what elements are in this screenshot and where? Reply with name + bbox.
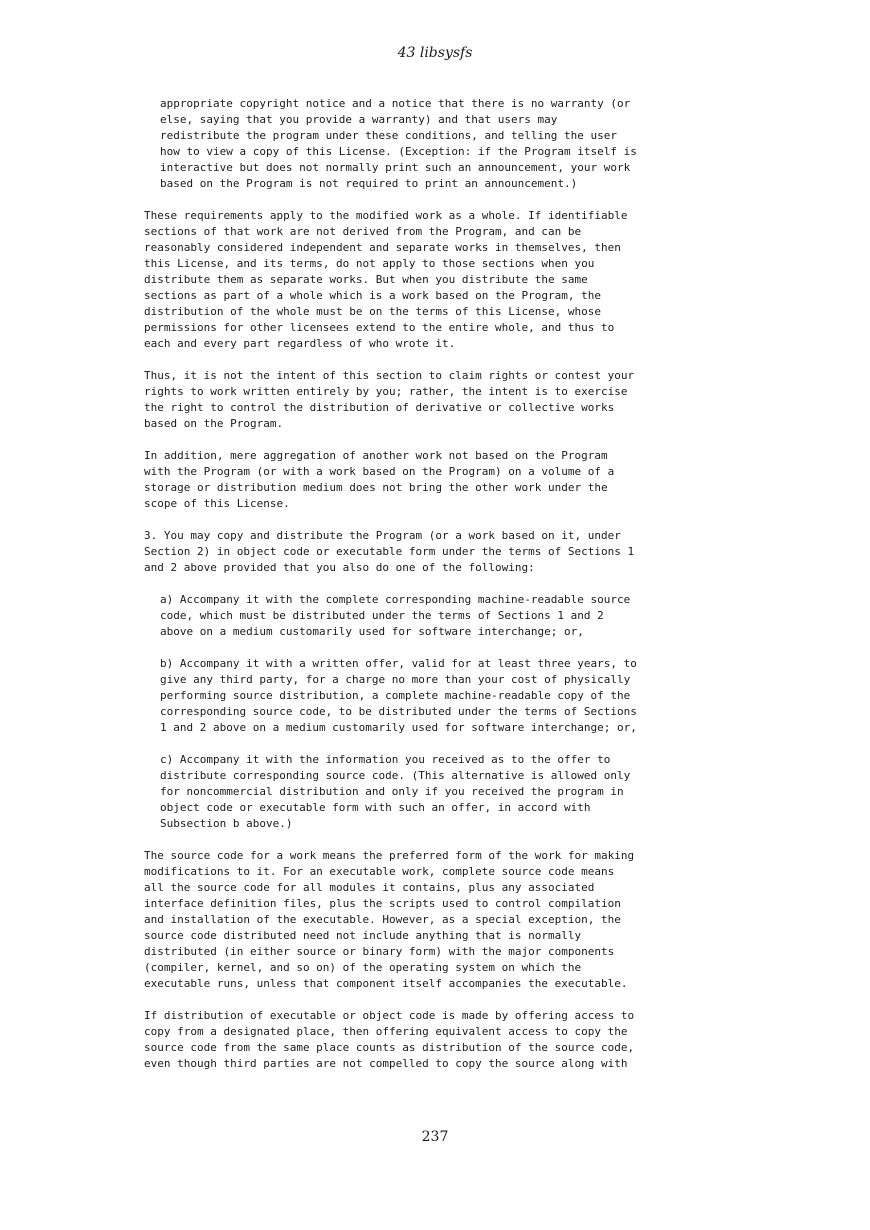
text-line: sections as part of a whole which is a work based on the Program, the [144,289,601,302]
license-paragraph [144,448,764,512]
text-line: based on the Program is not required to print an announcement.) [160,177,578,190]
license-paragraph [144,96,764,192]
text-line: 1 and 2 above on a medium customarily used for software interchange; or, [160,721,637,734]
text-line: copy from a designated place, then offering equivalent access to copy the [144,1025,628,1038]
text-line: how to view a copy of this License. (Exception: if the Program itself is [160,145,637,158]
text-line: scope of this License. [144,497,290,510]
text-line: this License, and its terms, do not apply to those sections when you [144,257,595,270]
text-line: Section 2) in object code or executable form under the terms of Sections 1 [144,545,635,558]
text-line: appropriate copyright notice and a notice that there is no warranty (or [160,97,631,110]
page-number: 237 [421,1129,449,1145]
license-paragraph [144,656,764,736]
text-line: Thus, it is not the intent of this section to claim rights or contest your [144,369,635,382]
license-body [144,96,764,1088]
text-line: source code distributed need not include anything that is normally [144,929,582,942]
text-line: for noncommercial distribution and only if you received the program in [160,785,624,798]
text-line: sections of that work are not derived from the Program, and can be [144,225,582,238]
text-line: a) Accompany it with the complete corresponding machine-readable source [160,593,631,606]
text-line: the right to control the distribution of derivative or collective works [144,401,615,414]
text-line: The source code for a work means the preferred form of the work for making [144,849,635,862]
text-line: distribution of the whole must be on the terms of this License, whose [144,305,601,318]
text-line: each and every part regardless of who wrote it. [144,337,456,350]
text-line: with the Program (or with a work based on the Program) on a volume of a [144,465,615,478]
text-line: distribute corresponding source code. (This alternative is allowed only [160,769,631,782]
text-line: corresponding source code, to be distributed under the terms of Sections [160,705,637,718]
license-paragraph [144,848,764,992]
text-line: executable runs, unless that component itself accompanies the executable. [144,977,628,990]
text-line: These requirements apply to the modified work as a whole. If identifiable [144,209,628,222]
text-line: 3. You may copy and distribute the Program (or a work based on it, under [144,529,621,542]
text-line: give any third party, for a charge no more than your cost of physically [160,673,631,686]
text-line: source code from the same place counts as distribution of the source code, [144,1041,635,1054]
text-line: reasonably considered independent and separate works in themselves, then [144,241,621,254]
text-line: (compiler, kernel, and so on) of the operating system on which the [144,961,582,974]
text-line: even though third parties are not compelled to copy the source along with [144,1057,628,1070]
text-line: based on the Program. [144,417,284,430]
text-line: distributed (in either source or binary form) with the major components [144,945,615,958]
license-paragraph [144,208,764,352]
running-header: 43 libsysfs [397,45,473,61]
text-line: distribute them as separate works. But when you distribute the same [144,273,588,286]
text-line: and 2 above provided that you also do one of the following: [144,561,535,574]
text-line: redistribute the program under these conditions, and telling the user [160,129,617,142]
text-line: permissions for other licensees extend to the entire whole, and thus to [144,321,615,334]
text-line: rights to work written entirely by you; rather, the intent is to exercise [144,385,628,398]
text-line: b) Accompany it with a written offer, valid for at least three years, to [160,657,637,670]
text-line: Subsection b above.) [160,817,293,830]
license-paragraph [144,528,764,576]
text-line: object code or executable form with such an offer, in accord with [160,801,591,814]
license-paragraph [144,592,764,640]
text-line: all the source code for all modules it contains, plus any associated [144,881,595,894]
text-line: and installation of the executable. However, as a special exception, the [144,913,621,926]
text-line: In addition, mere aggregation of another work not based on the Program [144,449,608,462]
license-paragraph [144,752,764,832]
text-line: modifications to it. For an executable work, complete source code means [144,865,615,878]
license-paragraph [144,368,764,432]
text-line: interface definition files, plus the scripts used to control compilation [144,897,621,910]
text-line: c) Accompany it with the information you received as to the offer to [160,753,611,766]
text-line: storage or distribution medium does not bring the other work under the [144,481,608,494]
text-line: above on a medium customarily used for software interchange; or, [160,625,584,638]
text-line: If distribution of executable or object code is made by offering access to [144,1009,635,1022]
text-line: performing source distribution, a complete machine-readable copy of the [160,689,631,702]
text-line: interactive but does not normally print such an announcement, your work [160,161,631,174]
text-line: else, saying that you provide a warranty) and that users may [160,113,558,126]
text-line: code, which must be distributed under the terms of Sections 1 and 2 [160,609,604,622]
license-paragraph [144,1008,764,1072]
